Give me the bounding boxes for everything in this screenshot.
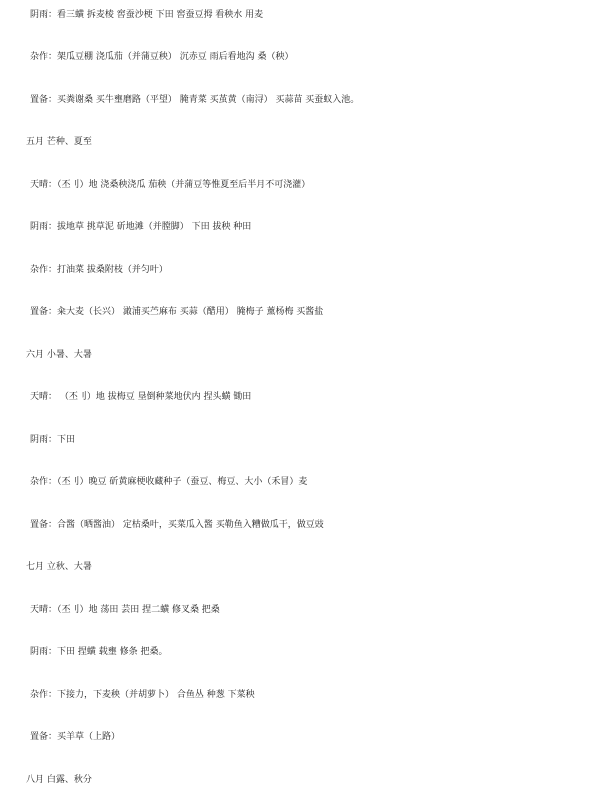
text-line: 天晴：（丕刂）地 浇桑秧浇瓜 茄秧（并蒲豆等惟夏至后半月不可浇灌） — [30, 180, 311, 190]
text-line: 天晴：（丕刂）地 荡田 芸田 捏二蟥 修叉桑 把桑 — [30, 605, 220, 615]
text-line: 杂作：打油菜 拔桑附枝（并匀叶） — [30, 265, 168, 275]
text-line: 置备：合酱（晒酱油） 定枯桑叶，买菜瓜入酱 买勒鱼入糟做瓜干，做豆豉 — [30, 520, 324, 530]
month-heading: 五月 芒种、夏至 — [26, 137, 92, 147]
month-heading: 八月 白露、秋分 — [26, 775, 92, 785]
month-heading: 六月 小暑、大暑 — [26, 350, 92, 360]
text-line: 阴雨：看三蟥 拆麦棱 窖蚕沙梗 下田 窖蚕豆拇 看秧水 用麦 — [30, 10, 264, 20]
text-line: 杂作：（丕刂）晚豆 斫黄麻梗收藏种子（蚕豆、梅豆、大小（禾冒）麦 — [30, 477, 308, 487]
text-line: 杂作：架瓜豆棚 浇瓜茄（并蒲豆秧） 沉赤豆 雨后看地沟 桑（秧） — [30, 52, 294, 62]
text-line: 置备：买羊草（上路） — [30, 732, 121, 742]
text-line: 阴雨：下田 — [30, 435, 76, 445]
text-line: 阴雨：下田 捏蟥 载壅 修条 把桑。 — [30, 647, 168, 657]
text-line: 阴雨：拔地草 挑草泥 斫地滩（并膛脚） 下田 拔秧 种田 — [30, 222, 252, 232]
text-line: 杂作：下接力，下麦秧（并胡萝卜） 合鱼丛 种葱 下菜秧 — [30, 690, 255, 700]
text-line: 置备：籴大麦（长兴） 澉浦买苎麻布 买蒜（醋用） 腌梅子 薰杨梅 买酱盐 — [30, 307, 324, 317]
month-heading: 七月 立秋、大暑 — [26, 562, 92, 572]
text-line: 置备：买粪谢桑 买牛壅磨路（平望） 腌青菜 买茧黄（南浔） 买蒜苗 买蚕蚁入池。 — [30, 95, 360, 105]
text-line: 天晴： （丕刂）地 拔梅豆 垦倒种菜地伏内 捏头蟥 锄田 — [30, 392, 252, 402]
